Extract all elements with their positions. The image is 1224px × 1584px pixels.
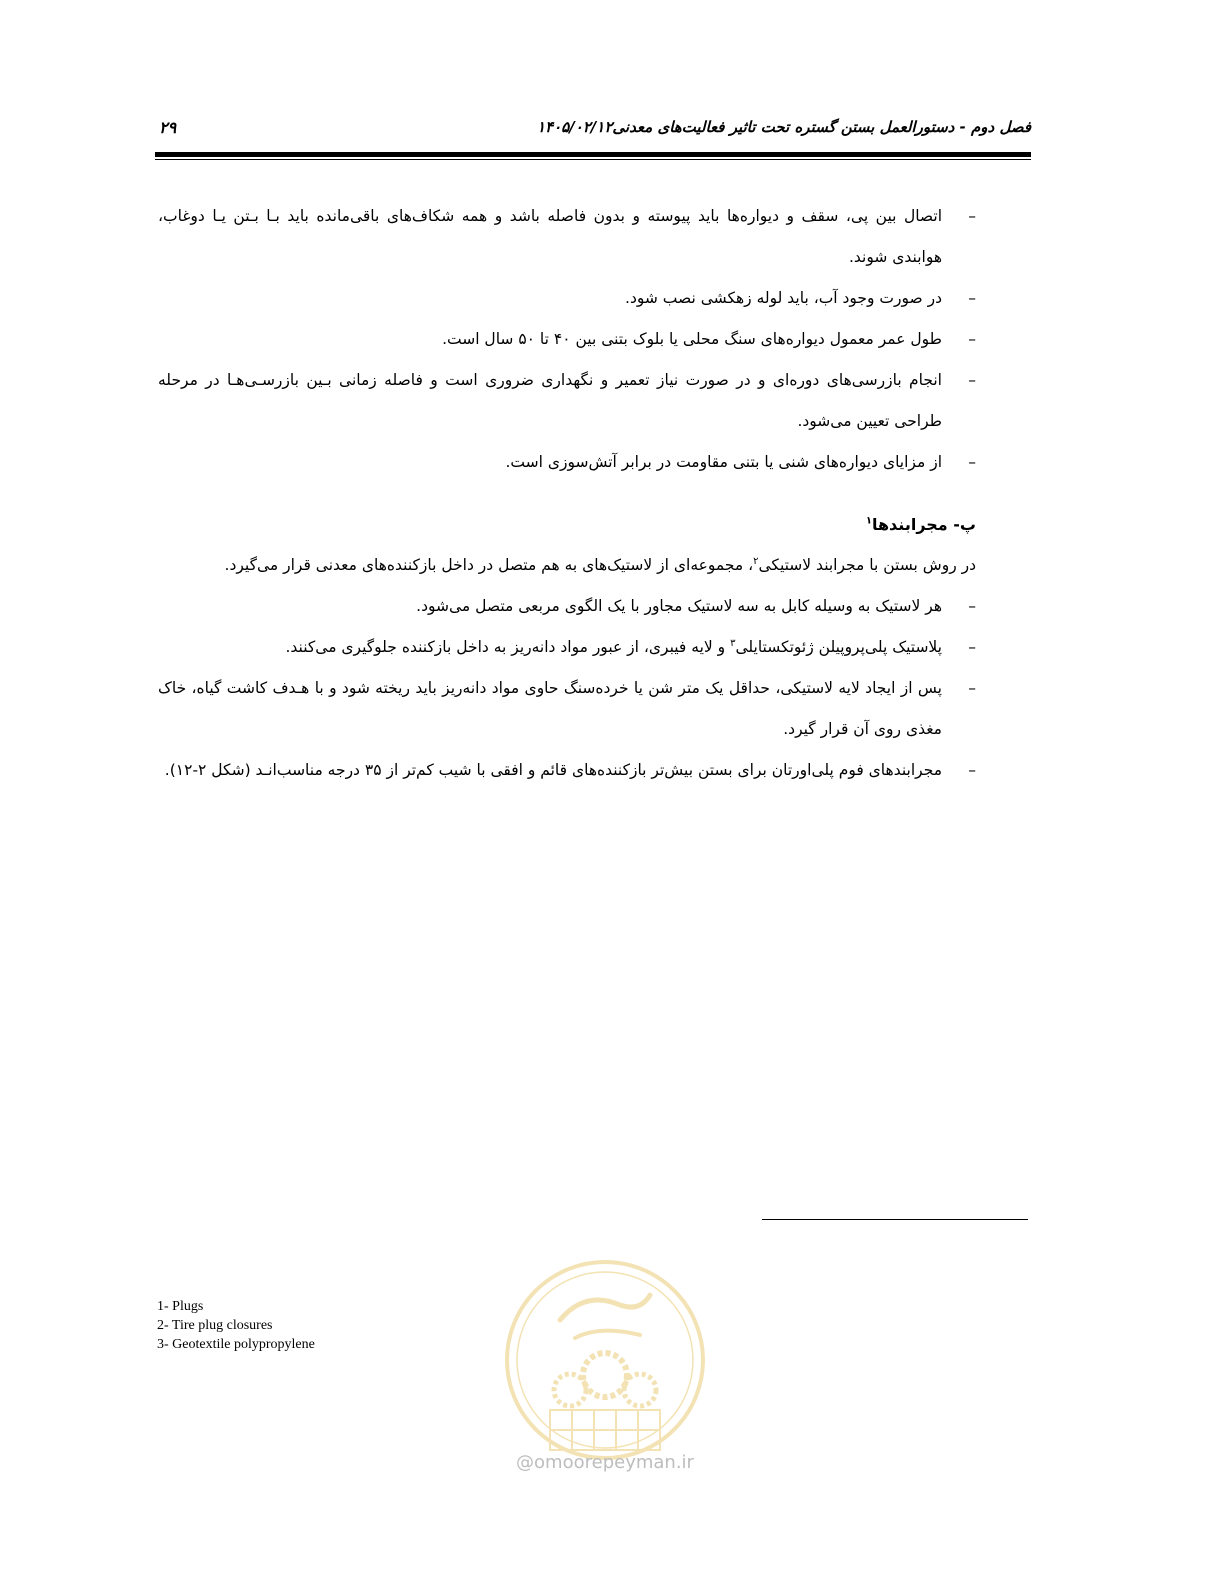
list-item: – طول عمر معمول دیواره‌های سنگ محلی یا بلوک بتنی بین ۴۰ تا ۵۰ سال است.	[158, 319, 976, 360]
section-intro: در روش بستن با مجرابند لاستیکی$^۲$، مجموعه‌ای از لاستیک‌های به هم متصل در داخل بازکننده‌های معدنی قرار می‌گیرد.	[224, 555, 976, 574]
footnote-separator	[762, 1219, 1028, 1220]
footnote-ref: ۱	[865, 515, 872, 527]
list-item: – در صورت وجود آب، باید لوله زهکشی نصب شود.	[158, 278, 976, 319]
footnote-item: 3- Geotextile polypropylene	[157, 1337, 315, 1352]
bullet-dash: –	[968, 207, 976, 225]
list-item: – اتصال بین پی، سقف و دیواره‌ها باید پیوسته و بدون فاصله باشد و همه شکاف‌های باقی‌مانده باید بـا بـتن یـا دوغاب، هوابندی شوند.	[158, 196, 976, 278]
bullet-list-top	[158, 196, 976, 483]
bullet-dash: –	[968, 289, 976, 307]
list-item: – انجام بازرسی‌های دوره‌ای و در صورت نیاز تعمیر و نگهداری ضروری است و فاصله زمانی بـین بازرسـی‌هـا در مرحله طراحی تعیین می‌شود.	[158, 360, 976, 442]
list-item: – پلاستیک پلی‌پروپیلن ژئوتکستایلی$^۳$ و لایه فیبری، از عبور مواد دانه‌ریز به داخل بازکننده جلوگیری می‌کنند.	[158, 627, 976, 668]
header-rule-thin	[155, 159, 1031, 160]
section-heading: پ- مجرابندها$^۱$	[865, 515, 976, 534]
bullet-dash: –	[968, 453, 976, 471]
watermark-text: @omoorepeyman.ir	[516, 1452, 694, 1473]
bullet-dash: –	[968, 597, 976, 615]
footnote-item: 1- Plugs	[157, 1299, 204, 1314]
bullet-dash: –	[968, 330, 976, 348]
header-rule-thick	[155, 152, 1031, 157]
list-item: – پس از ایجاد لایه لاستیکی، حداقل یک متر شن یا خرده‌سنگ حاوی مواد دانه‌ریز باید ریخته شود و با هـدف کاشت گیاه، خاک مغذی روی آن قرار گیرد.	[158, 668, 976, 750]
footnotes	[157, 1297, 315, 1354]
bullet-dash: –	[968, 761, 976, 779]
list-item: – از مزایای دیواره‌های شنی یا بتنی مقاومت در برابر آتش‌سوزی است.	[158, 442, 976, 483]
footnote-ref: ۲	[753, 555, 759, 567]
main-content	[158, 196, 976, 791]
bullet-dash: –	[968, 371, 976, 389]
list-item: – هر لاستیک به وسیله کابل به سه لاستیک مجاور با یک الگوی مربعی متصل می‌شود.	[158, 586, 976, 627]
header-title: فصل دوم - دستورالعمل بستن گستره تحت تاثیر فعالیت‌های معدنی۱۴۰۵/۰۲/۱۲	[536, 118, 1031, 136]
bullet-dash: –	[968, 638, 976, 656]
page-header	[155, 112, 1031, 148]
bullet-list-bottom	[158, 586, 976, 791]
list-item: – مجرابندهای فوم پلی‌اورتان برای بستن بیش‌تر بازکننده‌های قائم و افقی با شیب کم‌تر از ۳۵ درجه مناسب‌انـد (شکل ۲-۱۲).	[158, 750, 976, 791]
footnote-ref: ۳	[730, 637, 736, 649]
bullet-dash: –	[968, 679, 976, 697]
footnote-item: 2- Tire plug closures	[157, 1318, 273, 1333]
page-number: ۲۹	[159, 118, 177, 137]
